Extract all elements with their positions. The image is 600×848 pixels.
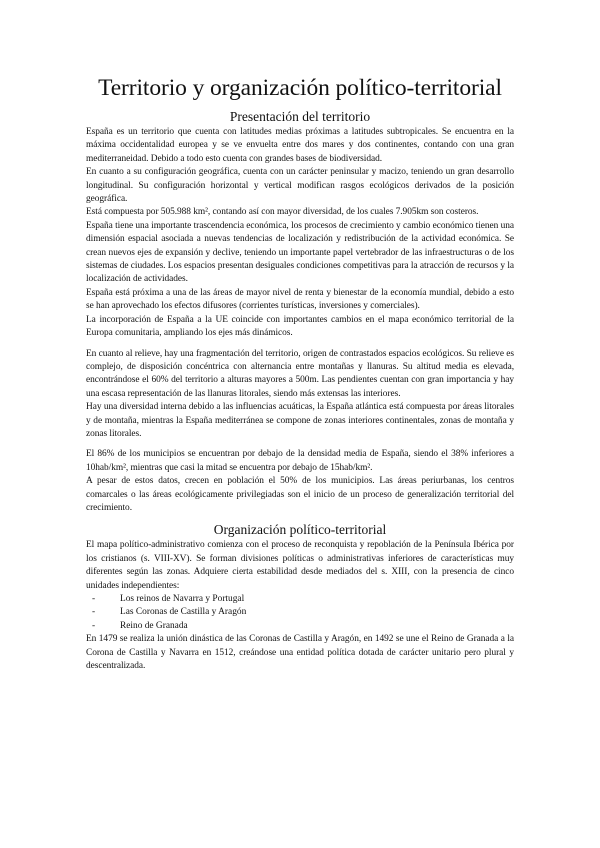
section-heading-territorio: Presentación del territorio bbox=[229, 109, 371, 124]
paragraph: En cuanto al relieve, hay una fragmentación del territorio, origen de contrastados espacios ecológicos. Su relieve es complejo, de disposición concéntrica con alternancia entre montañas y llanuras. Su altitud media es elevada, encontrándose el 60% del territorio a alturas mayores a 500m. Las pendientes cuentan con gran importancia y hay una escasa representación de las llanuras litorales, siendo más extensas las interiores. bbox=[86, 348, 514, 399]
paragraph: Hay una diversidad interna debido a las influencias acuáticas, la España atlántica está compuesta por áreas litorales y de montaña, mientras la España mediterránea se compone de zonas interiores continentales, zonas de montaña y zonas litorales. bbox=[86, 402, 514, 439]
paragraph: España es un territorio que cuenta con latitudes medias próximas a latitudes subtropicales. Se encuentra en la máxima occidentalidad europea y se ve envuelta entre dos mares y dos continentes, contando con una gran mediterraneidad. Debido a todo esto cuenta con grandes bases de biodiversidad. bbox=[86, 127, 514, 164]
list-item-text: Las Coronas de Castilla y Aragón bbox=[120, 607, 247, 618]
list-item bbox=[92, 593, 514, 606]
list-item bbox=[92, 606, 514, 619]
paragraph: A pesar de estos datos, crecen en población el 50% de los municipios. Las áreas periurbanas, los centros comarcales o las áreas ecológicamente privilegiadas son el inicio de un proceso de generalización territorial del crecimiento. bbox=[86, 476, 514, 513]
list-marker: - bbox=[92, 607, 96, 618]
list-item bbox=[92, 620, 514, 633]
paragraph: La incorporación de España a la UE coincide con importantes cambios en el mapa económico territorial de la Europa comunitaria, ampliando los ejes más dinámicos. bbox=[86, 314, 514, 339]
document-title: Territorio y organización político-territorial bbox=[98, 75, 502, 101]
paragraph: En cuanto a su configuración geográfica, cuenta con un carácter peninsular y macizo, teniendo un gran desarrollo longitudinal. Su configuración horizontal y vertical modifican rasgos ecológicos derivados de la posición geográfica. bbox=[86, 167, 514, 205]
paragraph: En 1479 se realiza la unión dinástica de las Coronas de Castilla y Aragón, en 1492 se une el Reino de Granada a la Corona de Castilla y Navarra en 1512, creándose una entidad política dotada de carácter unitario pero plural y descentralizada. bbox=[86, 634, 514, 672]
section-heading-organizacion: Organización político-territorial bbox=[213, 522, 387, 538]
paragraph: España está próxima a una de las áreas de mayor nivel de renta y bienestar de la economía mundial, debido a esto se han aprovechado los efectos difusores (corrientes turísticas, inversiones y comerciales). bbox=[86, 287, 514, 312]
list-item-text: Los reinos de Navarra y Portugal bbox=[120, 594, 245, 604]
paragraph: El 86% de los municipios se encuentran por debajo de la densidad media de España, siendo el 38% inferiores a 10hab/km², mientras que casi la mitad se encuentra por debajo de 15hab/km². bbox=[86, 449, 514, 473]
list-marker: - bbox=[92, 594, 96, 604]
list-item-text: Reino de Granada bbox=[120, 620, 188, 631]
kingdoms-list bbox=[86, 593, 514, 633]
paragraph: Está compuesta por 505.988 km², contando así con mayor diversidad, de los cuales 7.905km son costeros. bbox=[86, 207, 479, 218]
paragraph: España tiene una importante trascendencia económica, los procesos de crecimiento y cambio económico tienen una dimensión espacial asociada a nuevas tendencias de localización y redistribución de la actividad económica. Se crean nuevos ejes de expansión y declive, teniendo un importante papel vertebrador de las infraestructuras o de los sistemas de ciudades. Los espacios presentan desiguales condiciones competitivas para la atracción de recursos y la localización de actividades. bbox=[86, 220, 514, 285]
list-marker: - bbox=[92, 620, 96, 631]
paragraph: El mapa político-administrativo comienza con el proceso de reconquista y repoblación de la Península Ibérica por los cristianos (s. VIII-XV). Se forman divisiones políticas o administrativas inferiores de características muy diferentes según las zonas. Adquiere cierta estabilidad desde mediados del s. XIII, con la presencia de cinco unidades independientes: bbox=[86, 540, 514, 591]
